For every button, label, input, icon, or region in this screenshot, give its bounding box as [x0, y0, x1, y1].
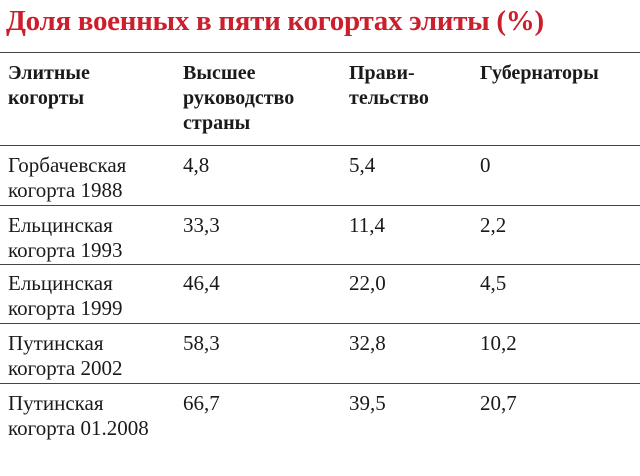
table-cell-value: 58,3 — [183, 331, 220, 355]
table-cell-value: 10,2 — [480, 331, 517, 355]
table-cell-value: 11,4 — [349, 213, 385, 237]
table-cell-value: 66,7 — [183, 391, 220, 415]
table-cell-value: 32,8 — [349, 331, 386, 355]
row-divider — [0, 205, 640, 206]
table-cell-value: 46,4 — [183, 271, 220, 295]
table-cell-value: 39,5 — [349, 391, 386, 415]
table-cell-value: 33,3 — [183, 213, 220, 237]
table-cell-value: 5,4 — [349, 153, 376, 177]
table-cell-value: 22,0 — [349, 271, 386, 295]
row-label: Горбачевская когорта 1988 — [8, 153, 127, 202]
column-header-cohorts: Элитные когорты — [8, 62, 90, 109]
column-header-governors: Губернаторы — [480, 62, 599, 84]
row-divider — [0, 323, 640, 324]
table-cell-value: 0 — [480, 153, 491, 177]
row-label: Ельцинская когорта 1999 — [8, 271, 123, 320]
row-divider — [0, 52, 640, 53]
column-header-government: Прави- тельство — [349, 62, 429, 109]
row-divider — [0, 383, 640, 384]
row-label: Путинская когорта 2002 — [8, 331, 123, 380]
row-label: Ельцинская когорта 1993 — [8, 213, 123, 262]
row-label: Путинская когорта 01.2008 — [8, 391, 149, 440]
table-title: Доля военных в пяти когортах элиты (%) — [6, 5, 544, 37]
table-cell-value: 2,2 — [480, 213, 507, 237]
row-divider — [0, 264, 640, 265]
column-header-top-leadership: Высшее руководство страны — [183, 62, 295, 134]
table-cell-value: 20,7 — [480, 391, 517, 415]
table-cell-value: 4,5 — [480, 271, 507, 295]
table-cell-value: 4,8 — [183, 153, 210, 177]
row-divider — [0, 145, 640, 146]
